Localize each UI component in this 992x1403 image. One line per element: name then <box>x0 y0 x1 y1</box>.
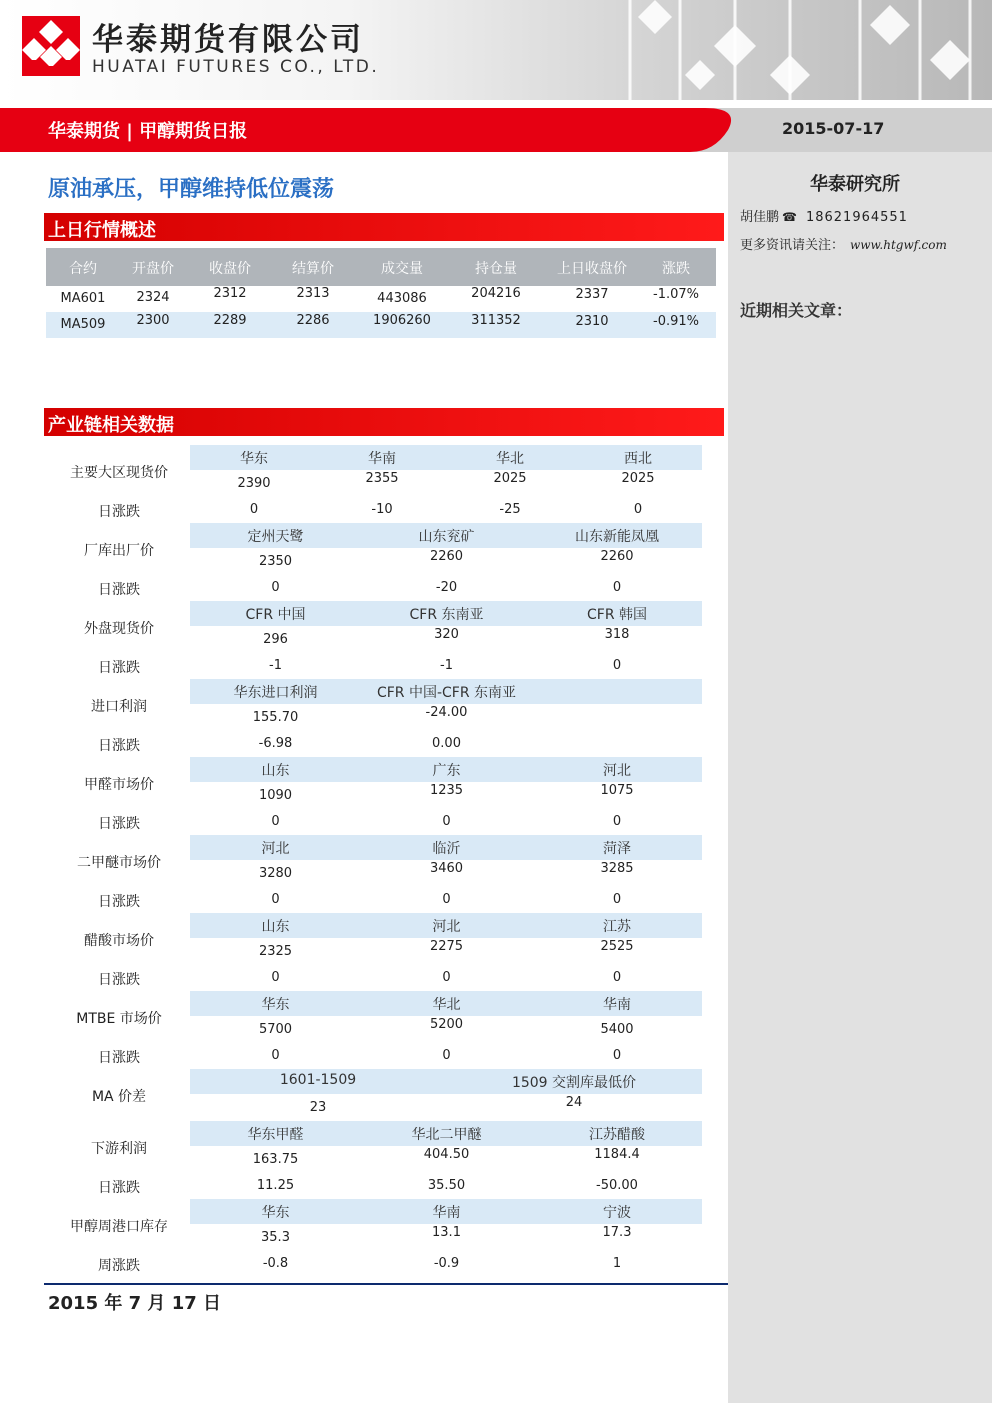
change-cell: 0 <box>612 970 622 985</box>
institute-name: 华泰研究所 <box>810 174 900 195</box>
change-cell: -20 <box>435 580 458 595</box>
column-header: 山东 <box>261 919 290 935</box>
column-header: 江苏 <box>603 919 631 935</box>
column-header: 华北 <box>432 997 461 1013</box>
value-cell: -24.00 <box>425 705 468 720</box>
change-cell: 0 <box>612 658 622 673</box>
change-cell: 0 <box>612 1048 622 1063</box>
row-label: 日涨跌 <box>98 1050 140 1066</box>
recent-articles-heading: 近期相关文章： <box>740 301 853 320</box>
change-cell: 35.50 <box>427 1178 466 1193</box>
column-header: CFR 中国-CFR 东南亚 <box>376 685 517 701</box>
change-cell: -1 <box>269 658 282 673</box>
column-header: 华东 <box>261 1205 290 1221</box>
change-cell: 0 <box>271 892 280 907</box>
table-cell: 2300 <box>136 313 170 328</box>
column-header: 华东 <box>261 997 290 1013</box>
column-header: 江苏醋酸 <box>589 1127 645 1143</box>
change-cell: 0 <box>442 814 451 829</box>
value-cell: 3460 <box>429 861 464 876</box>
value-cell: 296 <box>263 632 288 647</box>
row-label: 日涨跌 <box>98 816 140 832</box>
value-cell: 2025 <box>621 471 655 486</box>
value-cell: 5700 <box>258 1022 293 1037</box>
column-header: 华东 <box>240 451 268 467</box>
row-label: 周涨跌 <box>98 1258 140 1274</box>
change-cell: 11.25 <box>256 1178 295 1193</box>
column-header: 持仓量 <box>475 261 517 277</box>
more-info <box>740 234 947 253</box>
column-header: 定州天鹭 <box>247 529 304 545</box>
value-cell: 24 <box>565 1095 583 1110</box>
analyst-phone: 18621964551 <box>805 210 908 225</box>
column-header: 华南 <box>368 451 396 467</box>
report-date: 2015-07-17 <box>782 119 885 138</box>
change-cell: -0.9 <box>433 1256 460 1271</box>
value-cell: 5400 <box>600 1022 634 1037</box>
website-link[interactable]: www.htgwf.com <box>850 238 947 252</box>
change-cell: 0 <box>612 580 622 595</box>
value-cell: 1075 <box>600 783 634 798</box>
change-cell: 0 <box>612 814 622 829</box>
value-cell: 2325 <box>258 944 293 959</box>
change-cell: -50.00 <box>596 1178 638 1193</box>
change-cell: -6.98 <box>258 736 293 751</box>
value-cell: 1184.4 <box>594 1147 640 1162</box>
headline: 原油承压，甲醇维持低位震荡 <box>48 177 335 202</box>
change-cell: 0 <box>612 892 622 907</box>
value-cell: 2355 <box>365 471 399 486</box>
table-cell: 2313 <box>296 286 330 301</box>
value-cell: 3285 <box>600 861 634 876</box>
table-cell: 2310 <box>575 314 609 329</box>
column-header: 1601-1509 <box>279 1072 357 1088</box>
value-cell: 318 <box>604 627 630 642</box>
table-cell: MA601 <box>60 291 106 306</box>
column-header: 临沂 <box>432 841 461 857</box>
table-cell: 2337 <box>575 287 609 302</box>
value-cell: 2350 <box>258 554 293 569</box>
section-title: 上日行情概述 <box>48 220 156 241</box>
table-row <box>46 312 716 338</box>
column-header: 菏泽 <box>603 841 631 857</box>
row-label: 下游利润 <box>91 1141 147 1157</box>
phone-icon: ☎ <box>782 210 797 224</box>
value-cell: 1235 <box>429 783 464 798</box>
row-label: 外盘现货价 <box>84 621 154 637</box>
value-cell: 2260 <box>429 549 464 564</box>
market-table <box>46 248 716 338</box>
change-cell: 0 <box>249 502 259 517</box>
value-cell: 13.1 <box>432 1225 461 1240</box>
table-cell: 204216 <box>471 286 521 301</box>
section-heading-industry-chain <box>44 408 724 436</box>
row-label: 甲醛市场价 <box>84 777 154 793</box>
column-header: CFR 东南亚 <box>409 607 484 623</box>
huatai-logo-icon <box>22 16 80 76</box>
row-label: 进口利润 <box>91 699 147 715</box>
row-label: 厂库出厂价 <box>84 543 154 559</box>
column-header: 华北 <box>496 451 524 467</box>
column-header: 河北 <box>261 841 290 857</box>
market-table-header <box>46 248 716 286</box>
sidebar <box>728 152 992 1403</box>
column-header: 山东兖矿 <box>418 529 475 545</box>
row-label: 日涨跌 <box>98 738 140 754</box>
row-label: 日涨跌 <box>98 1180 140 1196</box>
row-label: 日涨跌 <box>98 504 140 520</box>
value-cell: 1090 <box>258 788 293 803</box>
change-cell: 0 <box>633 502 643 517</box>
column-header: 华北二甲醚 <box>411 1127 482 1143</box>
column-header: 华南 <box>432 1205 461 1221</box>
company-name-en: HUATAI FUTURES CO., LTD. <box>92 57 380 77</box>
column-header: 成交量 <box>381 261 423 277</box>
row-label: 日涨跌 <box>98 660 140 676</box>
value-cell: 2390 <box>237 476 271 491</box>
change-cell: 0 <box>442 970 451 985</box>
column-header: 涨跌 <box>662 261 690 277</box>
value-cell: 23 <box>309 1100 327 1115</box>
value-cell: 2025 <box>493 471 527 486</box>
table-cell: MA509 <box>60 317 106 332</box>
value-cell: 35.3 <box>261 1230 290 1245</box>
analyst-contact <box>740 206 908 225</box>
column-header: 华南 <box>603 997 631 1013</box>
change-cell: 0 <box>442 1048 451 1063</box>
column-header: CFR 韩国 <box>586 607 647 623</box>
column-header: 上日收盘价 <box>557 261 627 277</box>
change-cell: -25 <box>499 502 521 517</box>
change-cell: 0 <box>271 580 280 595</box>
change-cell: 0 <box>271 970 280 985</box>
column-header: 宁波 <box>603 1205 631 1221</box>
change-cell: 1 <box>612 1256 622 1271</box>
column-header: 开盘价 <box>132 261 174 277</box>
change-cell: 0 <box>442 892 451 907</box>
table-cell: 2286 <box>296 313 330 328</box>
footer-date: 2015 年 7 月 17 日 <box>48 1293 222 1314</box>
value-cell: 17.3 <box>602 1225 632 1240</box>
column-header: 1509 交割库最低价 <box>511 1075 637 1091</box>
value-cell: 2275 <box>429 939 464 954</box>
row-label: 甲醇周港口库存 <box>70 1219 168 1235</box>
column-header: 山东 <box>261 763 290 779</box>
section-heading-market <box>44 213 724 241</box>
column-header: 河北 <box>432 919 461 935</box>
table-cell: 2324 <box>136 290 170 305</box>
column-header: CFR 中国 <box>245 607 306 623</box>
value-cell: 2525 <box>600 939 634 954</box>
column-header: 华东进口利润 <box>233 685 318 701</box>
analyst-name: 胡佳鹏 <box>740 210 780 225</box>
change-cell: 0 <box>271 814 280 829</box>
column-header: 收盘价 <box>209 261 251 277</box>
table-cell: 2289 <box>213 313 247 328</box>
table-cell: 2312 <box>213 286 247 301</box>
company-name-cn: 华泰期货有限公司 <box>92 22 364 58</box>
row-label: 主要大区现货价 <box>70 465 168 481</box>
table-cell: -0.91% <box>653 314 699 329</box>
value-cell: 404.50 <box>423 1147 470 1162</box>
table-cell: 1906260 <box>373 313 431 328</box>
report-title: 华泰期货 | 甲醇期货日报 <box>48 121 248 142</box>
row-label: 醋酸市场价 <box>84 933 154 949</box>
page-header <box>0 0 992 100</box>
change-cell: 0 <box>271 1048 280 1063</box>
column-header: 结算价 <box>292 261 334 277</box>
column-header: 华东甲醛 <box>247 1127 304 1143</box>
value-cell: 320 <box>434 627 459 642</box>
row-label: MA 价差 <box>91 1089 147 1105</box>
table-row <box>46 286 716 312</box>
column-header: 山东新能凤凰 <box>575 529 659 545</box>
column-header: 西北 <box>624 451 652 467</box>
row-label: MTBE 市场价 <box>76 1011 162 1027</box>
table-cell: -1.07% <box>653 287 699 302</box>
row-label: 日涨跌 <box>98 582 140 598</box>
value-cell: 2260 <box>600 549 634 564</box>
value-cell: 5200 <box>429 1017 464 1032</box>
value-cell: 155.70 <box>252 710 299 725</box>
table-cell: 311352 <box>471 313 521 328</box>
value-cell: 163.75 <box>252 1152 299 1167</box>
header-decoration <box>560 0 992 100</box>
section-title: 产业链相关数据 <box>48 415 174 436</box>
change-cell: 0.00 <box>432 736 461 751</box>
change-cell: -0.8 <box>262 1256 289 1271</box>
footer-divider <box>44 1283 728 1285</box>
more-info-label: 更多资讯请关注： <box>740 238 845 253</box>
change-cell: -1 <box>440 658 453 673</box>
row-label: 日涨跌 <box>98 894 140 910</box>
column-header: 河北 <box>603 763 631 779</box>
table-cell: 443086 <box>377 291 427 306</box>
value-cell: 3280 <box>258 866 293 881</box>
change-cell: -10 <box>371 502 393 517</box>
row-label: 二甲醚市场价 <box>77 855 161 871</box>
column-header: 广东 <box>432 763 461 779</box>
row-label: 日涨跌 <box>98 972 140 988</box>
column-header: 合约 <box>69 261 97 277</box>
